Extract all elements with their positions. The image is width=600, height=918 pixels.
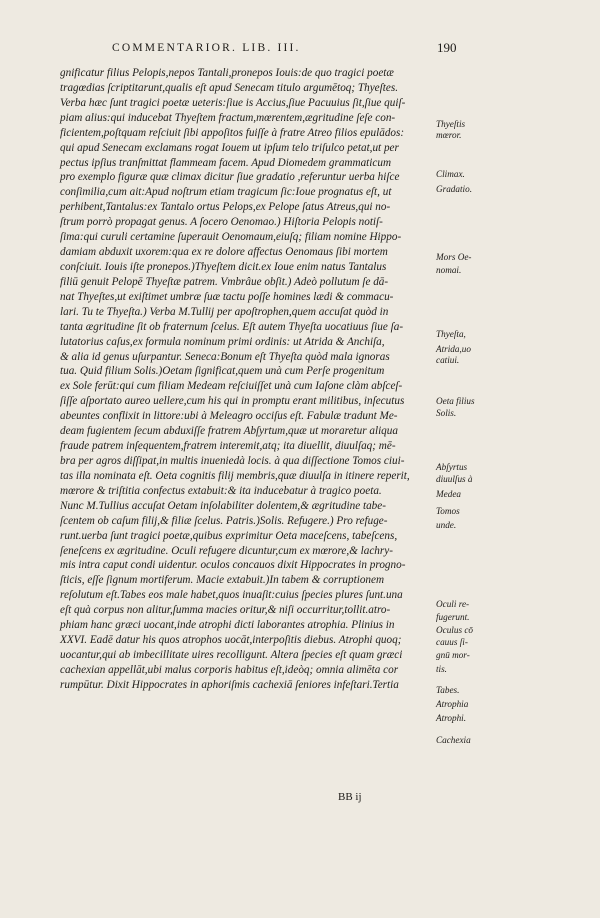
margin-note: Atrida,uo	[436, 344, 471, 354]
text-line: cachexian appellāt,ubi malus corporis habitus eſt,ideòq; omnia alimēta cor	[60, 663, 399, 676]
text-line: ſima:qui curuli certamine ſuperauit Oenomaum,eiuſq; filiam nomine Hippo-	[60, 231, 402, 244]
text-line: lari. Tu te Thyeſta.) Verba M.Tullij per apoſtrophen,quem accuſat quòd in	[60, 305, 389, 318]
margin-note: Medea	[436, 489, 461, 499]
text-line: damiam abduxit uxorem:qua ex re dolore affectus Oenomaus ſibi mortem	[60, 246, 388, 259]
running-header: COMMENTARIOR. LIB. III.	[112, 42, 301, 54]
text-line: Verba hæc ſunt tragici poetæ ueteris:ſiue is Accius,ſiue Pacuuius ſit,ſiue quiſ-	[60, 96, 406, 109]
text-line: ſeneſcens ex ægritudine. Oculi refugere dicuntur,cum ex mœrore,& lachry-	[60, 544, 393, 557]
margin-note: mœror.	[436, 130, 462, 140]
margin-note: Oculus cō	[436, 625, 473, 635]
text-line: pectus ipſius tranſmittat flammeam facem. Apud Diomedem grammaticum	[60, 156, 392, 169]
text-line: phiam hanc græci uocant,inde atrophi dicti laborantes atrophia. Plinius in	[60, 619, 395, 632]
margin-note: unde.	[436, 520, 457, 530]
margin-note: Solis.	[436, 408, 457, 418]
text-line: nat Thyeſtes,ut exiſtimet umbræ ſuæ tactu poſſe homines lædi & commacu-	[60, 290, 394, 303]
text-line: Nunc M.Tullius accuſat Oetam inſolabiliter dolentem,& ægritudine tabe-	[60, 499, 386, 512]
text-line: filiū genuit Pelopē Thyeſtæ patrem. Vmbrâue obſit.) Adeò pollutum ſe dā-	[60, 275, 389, 288]
text-line: piam alius:qui inducebat Thyeſtem fractum,mœrentem,ægritudine ſeſe con-	[60, 111, 396, 124]
margin-note: nomai.	[436, 265, 462, 275]
text-line: conſciuit. Iouis iſte pronepos.)Thyeſtem dicit.ex Ioue enim natus Tantalus	[60, 260, 387, 273]
margin-note: catiui.	[436, 355, 460, 365]
text-line: reſolutum eſt.Tabes eos male habet,quos inuaſit:cuius ſpecies plures ſunt.una	[60, 589, 403, 602]
text-line: uocantur,qui ab imbecillitate uires recolligunt. Altera ſpecies eſt quam græci	[60, 648, 403, 661]
signature-mark: BB ij	[338, 791, 362, 803]
text-line: bra per agros diſſipat,in multis inueniedà locis. à qua diſſectione Tomos ciui-	[60, 454, 405, 467]
margin-note: Thyeſta,	[436, 329, 466, 339]
text-line: ſiſſe aſportato aureo uellere,cum his qui in promptu erant militibus, inſecutus	[60, 395, 405, 408]
text-line: mœrore & triſtitia confectus extabuit:& ita inducebatur à tragico poeta.	[60, 484, 382, 497]
text-line: ex Sole ferūt:qui cum filiam Medeam reſciuiſſet unà cum Iaſone clàm abſceſ-	[60, 380, 403, 393]
margin-note: Tomos	[436, 506, 460, 516]
margin-note: gnū mor-	[436, 650, 470, 660]
margin-note: Mors Oe-	[436, 252, 472, 262]
text-line: eſt quà corpus non alitur,ſumma macies oritur,& niſi occurritur,tollit.atro-	[60, 604, 391, 617]
text-line: conſimilia,cum ait:Apud noſtrum etiam tragicum ſic:Ioue prognatus eſt, ut	[60, 186, 392, 199]
margin-note: cauus ſi-	[436, 637, 468, 647]
text-line: fraude patrem inſequentem,fratrem interemit,atq; ita diuellit, diuulſaq; mē-	[60, 440, 396, 453]
text-line: tua. Quid filium Solis.)Oetam ſignificat,quem unà cum Perſe progenitum	[60, 365, 385, 378]
commentary-text	[60, 66, 435, 693]
text-line: lutatorius caſus,ex formula nominum primi ordinis: ut Atrida & Anchiſa,	[60, 335, 385, 348]
text-line: rumpūtur. Dixit Hippocrates in aphoriſmis cachexiā ſeniores infeſtari.Tertia	[60, 678, 399, 691]
text-line: tas illa nominata eſt. Oeta cognitis filij membris,quæ diuulſa in itinere reperit,	[60, 469, 410, 482]
margin-note: Tabes.	[436, 685, 460, 695]
margin-note: Thyeſtis	[436, 119, 466, 129]
text-line: perhibent,Tantalus:ex Tantalo ortus Pelops,ex Pelope ſatus Atreus,qui no-	[60, 201, 391, 214]
text-line: gnificatur filius Pelopis,nepos Tantali,pronepos Iouis:de quo tragici poetæ	[60, 67, 394, 79]
text-line: tanta ægritudine ſit ob fraternum ſcelus. Eſt autem Thyeſta uocatiuus ſiue ſa-	[60, 320, 404, 333]
text-line: qui apud Senecam exclamans rogat Iouem ut ipſum telo triſulco petat,ut per	[60, 141, 399, 154]
margin-note: Abſyrtus	[436, 462, 468, 472]
margin-note: diuulſus à	[436, 474, 473, 484]
margin-note: Cachexia	[436, 735, 471, 745]
folio-number: 190	[437, 40, 457, 55]
margin-note: Oculi re-	[436, 599, 470, 609]
text-line: ficientem,poſtquam reſciuit ſibi appoſitos fuiſſe à fratre Atreo filios epulādos:	[60, 126, 405, 139]
margin-note: Atrophia	[436, 699, 469, 709]
margin-note: tis.	[436, 664, 447, 674]
margin-note: Gradatio.	[436, 184, 472, 194]
text-line: runt.uerba ſunt tragici poetæ,quibus exprimitur Oeta maceſcens, tabeſcens,	[60, 529, 398, 542]
text-line: abeuntes conflixit in littore:ubi à Meleagro occiſus eſt. Fabulæ tradunt Me-	[60, 410, 398, 423]
text-line: ſticis, eſſe ſignum mortiferum. Macie extabuit.)In tabem & corruptionem	[60, 574, 385, 587]
text-line: tragœdias ſcriptitarunt,qualis eſt apud Senecam titulo argumētoq; Thyeſtes.	[60, 81, 398, 94]
text-line: mis intra caput condi uidentur. oculos concauos dixit Hippocrates in progno-	[60, 559, 406, 572]
margin-note: Climax.	[436, 169, 465, 179]
text-line: XXVI. Eadē datur his quos atrophos uocāt,interpoſitis diebus. Atrophi quoq;	[60, 634, 402, 647]
text-line: ſcentem ob caſum filij,& filiæ ſcelus. Patris.)Solis. Refugere.) Pro refuge-	[60, 514, 388, 527]
text-line: deam fugientem ſecum abduxiſſe fratrem Abſyrtum,quæ ut moraretur aliqua	[60, 425, 398, 438]
margin-note: fugerunt.	[436, 612, 470, 622]
text-line: & alia id genus uſurpantur. Seneca:Bonum eſt Thyeſta quòd mala ignoras	[60, 350, 390, 363]
text-line: pro exemplo figuræ quæ climax dicitur ſiue gradatio ,referuntur uerba hiſce	[60, 171, 400, 184]
margin-note: Oeta filius	[436, 396, 475, 406]
margin-note: Atrophi.	[436, 713, 467, 723]
text-line: ſtrum porrò propagat genus. A ſocero Oenomao.) Hiſtoria Pelopis notiſ-	[60, 216, 383, 229]
